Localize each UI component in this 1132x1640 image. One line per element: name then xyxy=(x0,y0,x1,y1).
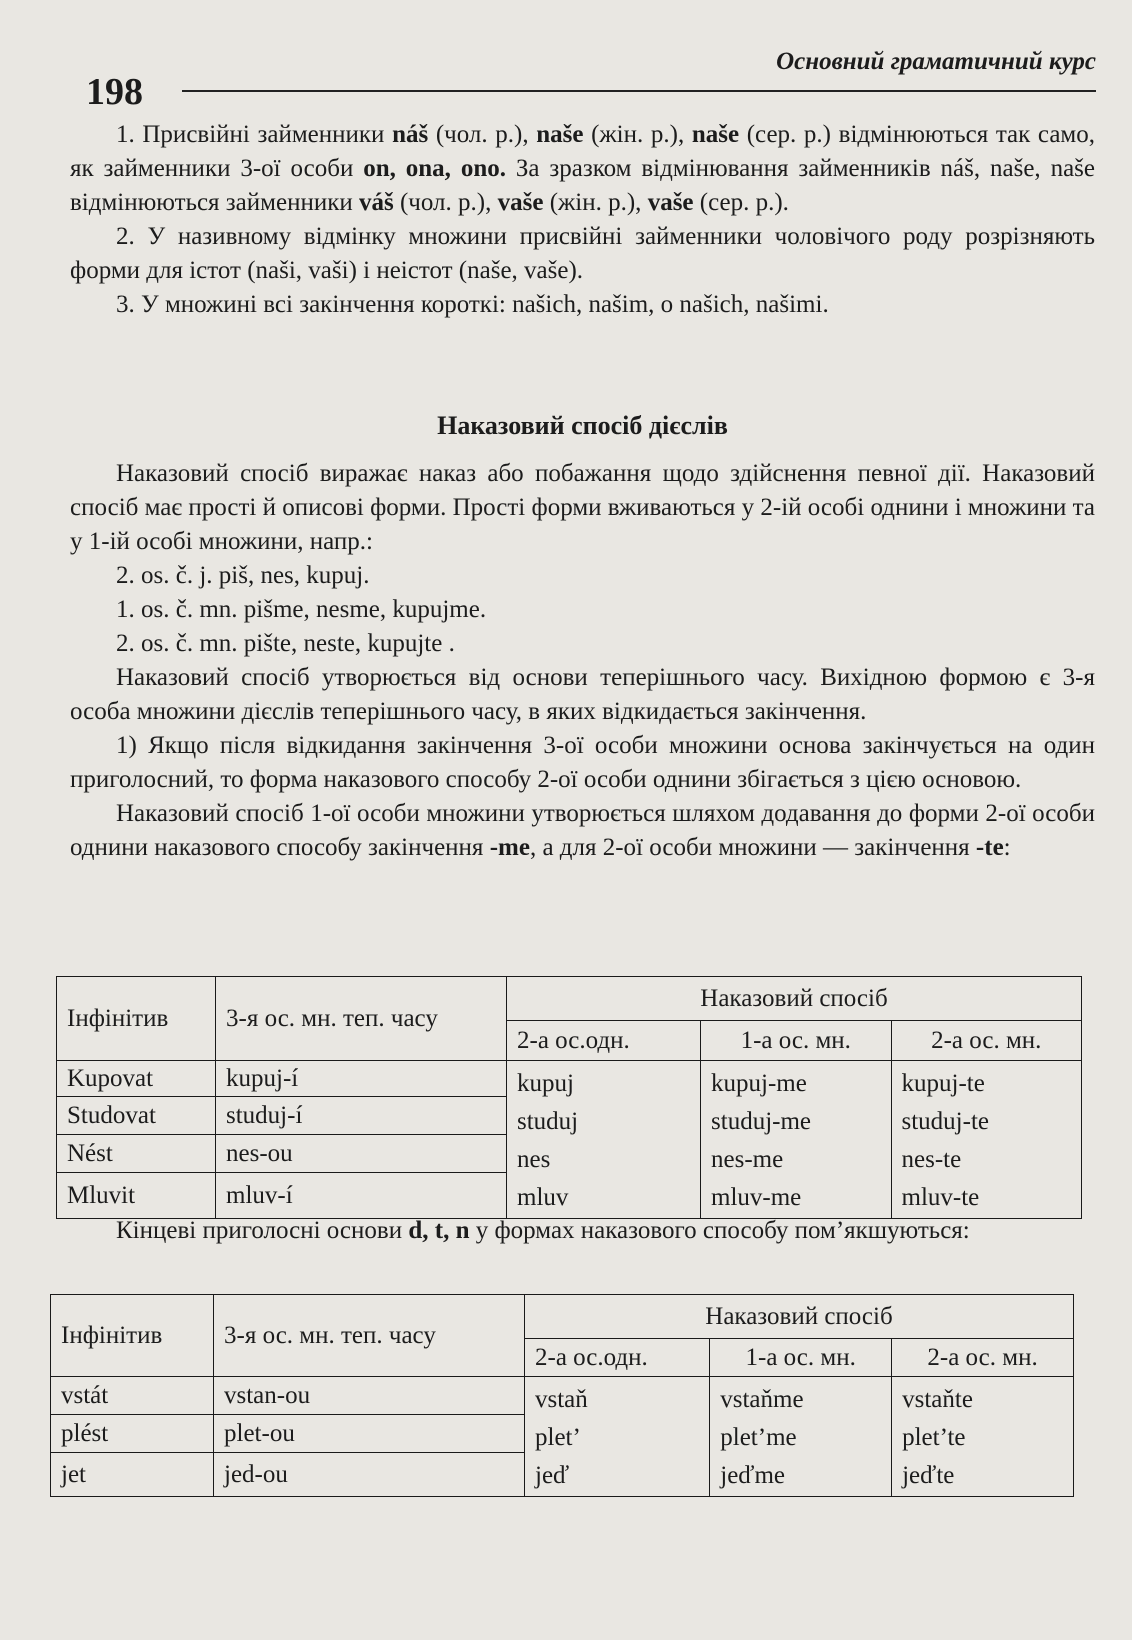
paragraph-4: Наказовий спосіб виражає наказ або побажання щодо здійснення певної дії. Наказовий спосіб має прості й описові форми. Прості форми вживаються у 2-ій особі однини і множини та у 1-ій особі множини, напр.: xyxy=(70,460,1095,555)
sg2-cell: studuj xyxy=(517,1108,579,1135)
p1-text-1: 1. Присвійні займенники xyxy=(116,121,393,148)
pl2-column xyxy=(892,1377,1074,1497)
third-plural-cell: studuj-í xyxy=(216,1097,507,1135)
infinitive-cell: Studovat xyxy=(57,1097,216,1135)
sg2-cell: jeď xyxy=(535,1462,570,1489)
p7-bold-1: -me xyxy=(489,834,530,861)
pronoun-notes xyxy=(70,118,1095,322)
infinitive-cell: vstát xyxy=(51,1377,214,1415)
header-third-plural: 3-я ос. мн. теп. часу xyxy=(216,977,507,1061)
p7-bold-2: -te xyxy=(975,834,1004,861)
pl2-cell: vstaňte xyxy=(902,1386,973,1413)
softening-note xyxy=(70,1214,1095,1248)
paragraph-6: 1) Якщо після відкидання закінчення 3-ої особи множини основа закінчується на один приголосний, то форма наказового способу 2-ої особи однини збігається з цією основою. xyxy=(70,732,1095,793)
header-infinitive: Інфінітив xyxy=(57,977,216,1061)
pl2-cell: kupuj-te xyxy=(901,1070,985,1097)
header-imperative: Наказовий спосіб xyxy=(525,1295,1074,1339)
p1-text-7: (жін. р.), xyxy=(543,189,648,216)
p1-text-2: (чол. р.), xyxy=(428,121,537,148)
pl2-cell: mluv-te xyxy=(901,1184,980,1211)
header-sg2: 2-а ос.одн. xyxy=(525,1339,710,1377)
sg2-cell: mluv xyxy=(517,1184,569,1211)
third-plural-cell: kupuj-í xyxy=(216,1061,507,1097)
p1-bold-3: naše xyxy=(691,121,740,148)
third-plural-cell: vstan-ou xyxy=(214,1377,525,1415)
p1-bold-2: naše xyxy=(536,121,584,148)
sg2-cell: vstaň xyxy=(535,1386,588,1413)
sg2-column xyxy=(525,1377,710,1497)
infinitive-cell: jet xyxy=(51,1453,214,1497)
p1-bold-7: vaše xyxy=(647,189,694,216)
p7-text-2: , а для 2-ої особи множини — закінчення xyxy=(529,834,976,861)
pl1-cell: studuj-me xyxy=(711,1108,812,1135)
pl1-cell: plet’me xyxy=(720,1424,797,1451)
pl2-cell: plet’te xyxy=(902,1424,966,1451)
p8-text-1: Кінцеві приголосні основи xyxy=(116,1217,409,1244)
header-pl1: 1-а ос. мн. xyxy=(710,1339,892,1377)
paragraph-7 xyxy=(70,797,1095,865)
pl1-column xyxy=(710,1377,892,1497)
pl2-cell: jeďte xyxy=(902,1462,955,1489)
third-plural-cell: jed-ou xyxy=(214,1453,525,1497)
imperative-table-2 xyxy=(50,1294,1074,1497)
third-plural-cell: plet-ou xyxy=(214,1415,525,1453)
header-pl2: 2-а ос. мн. xyxy=(892,1339,1074,1377)
infinitive-cell: plést xyxy=(51,1415,214,1453)
pl1-cell: kupuj-me xyxy=(711,1070,807,1097)
third-plural-cell: mluv-í xyxy=(216,1173,507,1219)
p7-text-3: : xyxy=(1003,834,1011,861)
pl2-column xyxy=(891,1061,1082,1219)
page-number: 198 xyxy=(86,71,143,113)
header-pl2: 2-а ос. мн. xyxy=(891,1021,1082,1061)
header-infinitive: Інфінітив xyxy=(51,1295,214,1377)
page-header xyxy=(86,48,1096,113)
infinitive-cell: Mluvit xyxy=(57,1173,216,1219)
header-third-plural: 3-я ос. мн. теп. часу xyxy=(214,1295,525,1377)
p1-text-8: (сер. р.). xyxy=(693,189,789,216)
sg2-cell: nes xyxy=(517,1146,551,1173)
p1-text-4: (сер. р.) відмінюються так само, як займенники 3-ої особи xyxy=(70,121,1096,182)
paragraph-3: 3. У множині всі закінчення короткі: našich, našim, o našich, našimi. xyxy=(116,291,829,318)
pl2-cell: nes-te xyxy=(901,1146,962,1173)
imperative-section xyxy=(70,395,1095,865)
imperative-table-1 xyxy=(56,976,1082,1219)
example-line: 2. os. č. mn. pište, neste, kupujte . xyxy=(116,630,455,657)
header-sg2: 2-а ос.одн. xyxy=(507,1021,701,1061)
pl2-cell: studuj-te xyxy=(901,1108,989,1135)
example-line: 1. os. č. mn. pišme, nesme, kupujme. xyxy=(116,596,487,623)
sg2-cell: plet’ xyxy=(535,1424,581,1451)
paragraph-2: 2. У називному відмінку множини присвійні займенники чоловічого роду розрізняють форми для істот (naši, vaši) і неістот (naše, vaše). xyxy=(70,223,1095,284)
paragraph-8 xyxy=(70,1214,1095,1248)
p7-text-1: Наказовий спосіб 1-ої особи множини утворюється шляхом додавання до форми 2-ої особи однини наказового способу закінчення xyxy=(70,800,1095,861)
p1-bold-4: on, ona, ono. xyxy=(363,155,506,182)
p1-text-6: (чол. р.), xyxy=(393,189,498,216)
paragraph-1 xyxy=(70,118,1095,220)
sg2-column xyxy=(507,1061,701,1219)
paragraph-5: Наказовий спосіб утворюється від основи теперішнього часу. Вихідною формою є 3-я особа множини дієслів теперішнього часу, в яких відкидається закінчення. xyxy=(70,664,1095,725)
pl1-cell: jeďme xyxy=(720,1462,785,1489)
pl1-cell: vstaňme xyxy=(720,1386,804,1413)
pl1-column xyxy=(701,1061,891,1219)
p1-bold-5: váš xyxy=(359,189,394,216)
pl1-cell: mluv-me xyxy=(711,1184,802,1211)
running-title: Основний граматичний курс xyxy=(776,48,1096,75)
p1-text-3: (жін. р.), xyxy=(583,121,692,148)
p1-text-5: За зразком відмінювання займенників náš, naše, naše відмінюються займенники xyxy=(70,155,1095,216)
section-heading: Наказовий спосіб дієслів xyxy=(437,411,728,440)
infinitive-cell: Nést xyxy=(57,1135,216,1173)
p8-bold-1: d, t, n xyxy=(408,1217,470,1244)
third-plural-cell: nes-ou xyxy=(216,1135,507,1173)
infinitive-cell: Kupovat xyxy=(57,1061,216,1097)
p1-bold-1: náš xyxy=(392,121,429,148)
example-line: 2. os. č. j. piš, nes, kupuj. xyxy=(116,562,370,589)
p8-text-2: у формах наказового способу пом’якшуються: xyxy=(469,1217,970,1244)
header-rule xyxy=(182,90,1096,92)
header-pl1: 1-а ос. мн. xyxy=(701,1021,891,1061)
header-imperative: Наказовий спосіб xyxy=(507,977,1082,1021)
pl1-cell: nes-me xyxy=(711,1146,784,1173)
sg2-cell: kupuj xyxy=(517,1070,574,1097)
p1-bold-6: vaše xyxy=(497,189,544,216)
